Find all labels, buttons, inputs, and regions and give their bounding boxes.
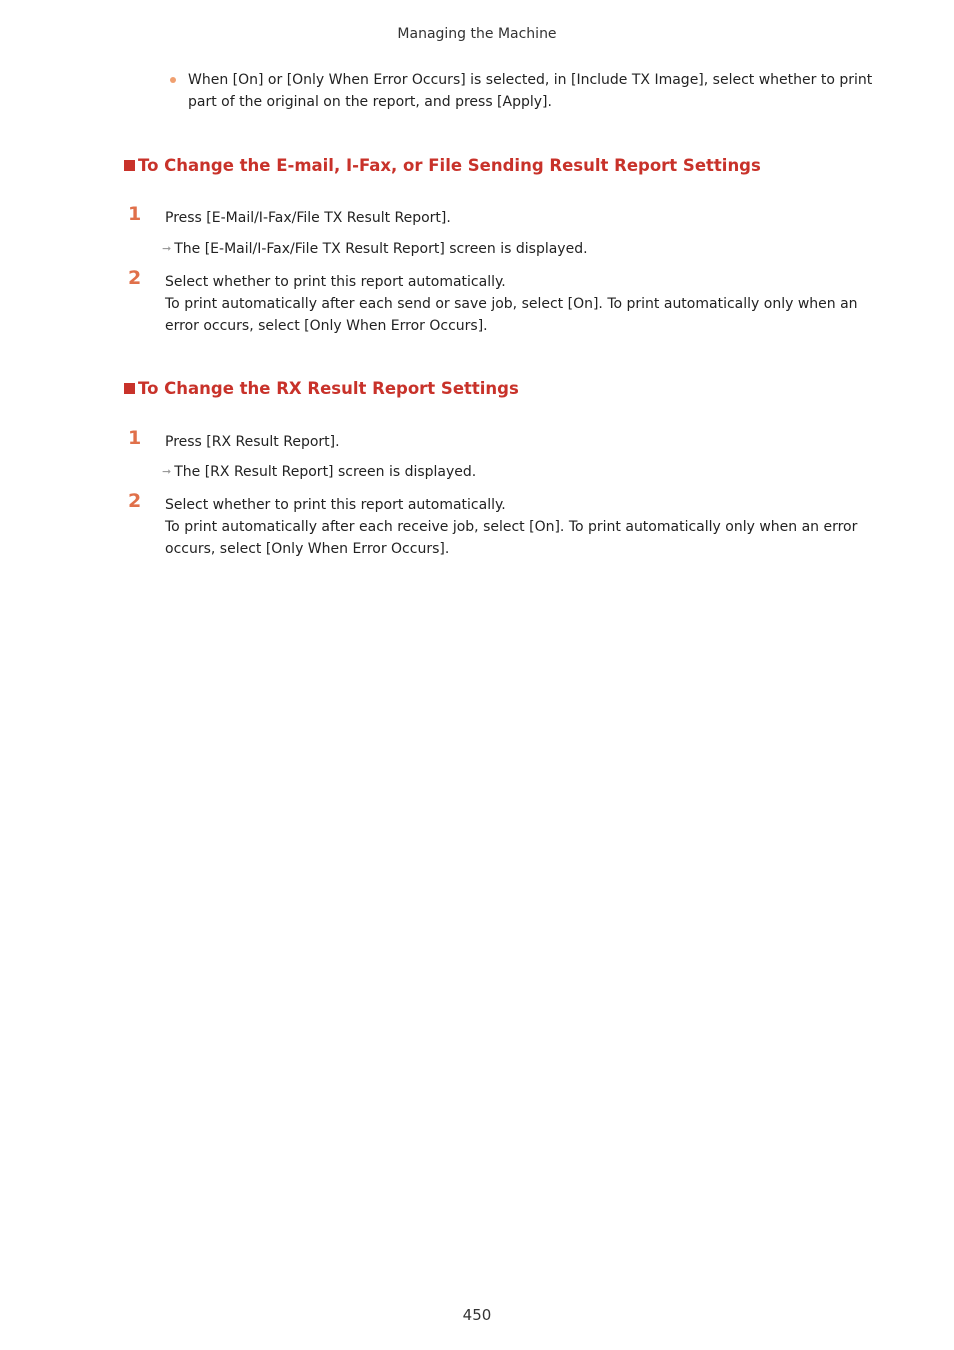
bullet-dot-icon <box>170 77 176 83</box>
intro-bullet <box>168 69 880 113</box>
page-number: 450 <box>462 1306 492 1324</box>
step-text: Select whether to print this report automatically. <box>165 274 506 290</box>
square-marker-icon <box>124 160 135 171</box>
step-text: Select whether to print this report automatically. <box>165 497 506 513</box>
step-result-rx <box>162 461 476 483</box>
step-number: 2 <box>128 267 142 289</box>
section-title-text: To Change the RX Result Report Settings <box>138 379 519 398</box>
arrow-right-icon: ➞ <box>162 242 172 255</box>
step-2-rx <box>128 490 878 560</box>
step-text: Press [E-Mail/I-Fax/File TX Result Report]. <box>165 210 451 226</box>
step-1-rx <box>128 427 878 453</box>
step-result-email <box>162 238 588 260</box>
page-header: Managing the Machine <box>397 26 557 42</box>
step-result-text: The [RX Result Report] screen is displayed. <box>174 464 477 480</box>
step-2-email <box>128 267 878 337</box>
step-number: 2 <box>128 490 142 512</box>
square-marker-icon <box>124 383 135 394</box>
step-text: Press [RX Result Report]. <box>165 434 340 450</box>
step-number: 1 <box>128 203 142 225</box>
section-title-text: To Change the E-mail, I-Fax, or File Sending Result Report Settings <box>138 156 761 175</box>
section-title-email-ifax-file <box>124 156 761 175</box>
section-title-rx-result <box>124 379 519 398</box>
step-result-text: The [E-Mail/I-Fax/File TX Result Report] screen is displayed. <box>174 241 588 257</box>
step-number: 1 <box>128 427 142 449</box>
intro-bullet-text: When [On] or [Only When Error Occurs] is selected, in [Include TX Image], select whether to print part of the original on the report, and press [Apply]. <box>188 72 873 110</box>
step-detail: To print automatically after each receive job, select [On]. To print automatically only when an error occurs, select [Only When Error Occurs]. <box>165 519 858 557</box>
step-detail: To print automatically after each send or save job, select [On]. To print automatically only when an error occurs, select [Only When Error Occurs]. <box>165 296 858 334</box>
arrow-right-icon: ➞ <box>162 465 172 478</box>
step-1-email <box>128 203 878 229</box>
